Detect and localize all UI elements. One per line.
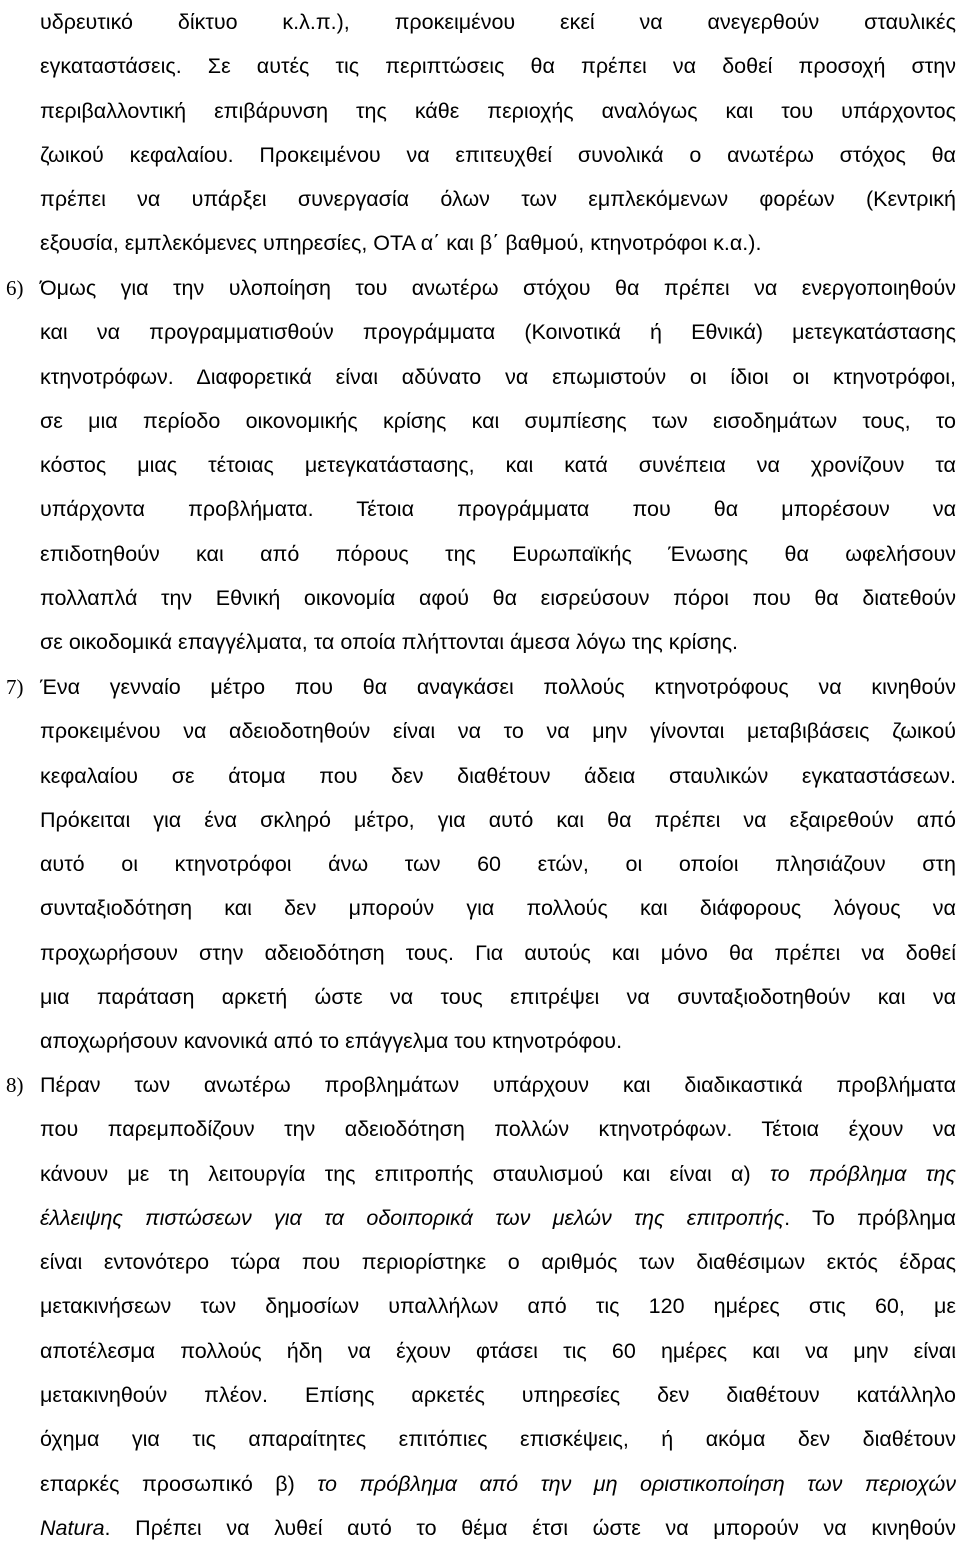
italic-text: το πρόβλημα από την μη οριστικοποίηση των περιοχών xyxy=(317,1471,957,1496)
text-line: αποτέλεσμα πολλούς ήδη να έχουν φτάσει τις 60 ημέρες και να μην είναι xyxy=(40,1338,956,1363)
text-line: περιβαλλοντική επιβάρυνση της κάθε περιοχής αναλόγως και του υπάρχοντος xyxy=(40,98,956,123)
text-line: επιδοτηθούν και από πόρους της Ευρωπαϊκής Ένωσης θα ωφελήσουν xyxy=(40,541,956,566)
text-line: Ένα γενναίο μέτρο που θα αναγκάσει πολλούς κτηνοτρόφους να κινηθούν xyxy=(40,675,956,699)
text-line: μια παράταση αρκετή ώστε να τους επιτρέψει να συνταξιοδοτηθούν και να xyxy=(40,985,956,1010)
text-line: προχωρήσουν στην αδειοδότηση τους. Για αυτούς και μόνο θα πρέπει να δοθεί xyxy=(40,940,956,965)
text-line xyxy=(40,1196,956,1240)
text-segment: κάνουν με τη λειτουργία της επιτροπής σταυλισμού και είναι α) xyxy=(40,1161,770,1186)
text-line: Πρόκειται για ένα σκληρό μέτρο, για αυτό και θα πρέπει να εξαιρεθούν από xyxy=(40,807,956,832)
text-line: είναι εντονότερο τώρα που περιορίστηκε ο αριθμός των διαθέσιμων εκτός έδρας xyxy=(40,1250,956,1275)
text-line: κτηνοτρόφων. Διαφορετικά είναι αδύνατο να επωμιστούν οι ίδιοι οι κτηνοτρόφοι, xyxy=(40,364,956,389)
text-line: όχημα για τις απαραίτητες επιτόπιες επισκέψεις, ή ακόμα δεν διαθέτουν xyxy=(40,1427,956,1452)
italic-text: το πρόβλημα της xyxy=(769,1161,957,1186)
text-line: κεφαλαίου σε άτομα που δεν διαθέτουν άδεια σταυλικών εγκαταστάσεων. xyxy=(40,763,956,788)
text-line: σε οικοδομικά επαγγέλματα, τα οποία πλήττονται άμεσα λόγω της κρίσης. xyxy=(40,630,739,655)
text-line: υπάρχοντα προβλήματα. Τέτοια προγράμματα που θα μπορέσουν να xyxy=(40,497,956,522)
text-line xyxy=(40,1506,956,1550)
item-number: 7) xyxy=(6,675,24,699)
text-line: και να προγραμματισθούν προγράμματα (Κοινοτικά ή Εθνικά) μετεγκατάστασης xyxy=(40,320,956,345)
italic-text: έλλειψης πιστώσεων για τα οδοιπορικά των μελών της επιτροπής xyxy=(40,1205,785,1230)
text-line xyxy=(40,1462,956,1506)
text-line: εγκαταστάσεις. Σε αυτές τις περιπτώσεις θα πρέπει να δοθεί προσοχή στην xyxy=(40,54,956,79)
text-line xyxy=(40,1152,956,1196)
text-segment: . Πρέπει να λυθεί αυτό το θέμα έτσι ώστε να μπορούν να κινηθούν xyxy=(104,1515,956,1540)
text-line: εξουσία, εμπλεκόμενες υπηρεσίες, ΟΤΑ α΄ και β΄ βαθμού, κτηνοτρόφοι κ.α.). xyxy=(40,231,762,256)
text-segment: επαρκές προσωπικό β) xyxy=(40,1471,318,1496)
text-line: πολλαπλά την Εθνική οικονομία αφού θα εισρεύσουν πόροι που θα διατεθούν xyxy=(40,586,956,611)
item-number: 8) xyxy=(6,1073,24,1097)
text-line: Πέραν των ανωτέρω προβλημάτων υπάρχουν και διαδικαστικά προβλήματα xyxy=(40,1073,956,1097)
item-8-paragraph xyxy=(40,1063,956,1550)
text-line: υδρευτικό δίκτυο κ.λ.π.), προκειμένου εκεί να ανεγερθούν σταυλικές xyxy=(40,10,956,34)
text-line: αυτό οι κτηνοτρόφοι άνω των 60 ετών, οι οποίοι πλησιάζουν στη xyxy=(40,852,956,877)
italic-text: Natura xyxy=(40,1515,105,1540)
item-6-paragraph xyxy=(40,266,956,665)
text-line: που παρεμποδίζουν την αδειοδότηση πολλών κτηνοτρόφων. Τέτοια έχουν να xyxy=(40,1117,956,1142)
text-line: ζωικού κεφαλαίου. Προκειμένου να επιτευχθεί συνολικά ο ανωτέρω στόχος θα xyxy=(40,142,956,167)
item-7-paragraph xyxy=(40,665,956,1064)
text-line: συνταξιοδότηση και δεν μπορούν για πολλούς και διάφορους λόγους να xyxy=(40,896,956,921)
intro-paragraph xyxy=(40,0,956,266)
text-line: αποχωρήσουν κανονικά από το επάγγελμα του κτηνοτρόφου. xyxy=(40,1029,623,1054)
text-line: κόστος μιας τέτοιας μετεγκατάστασης, και κατά συνέπεια να χρονίζουν τα xyxy=(40,453,956,478)
text-line: προκειμένου να αδειοδοτηθούν είναι να το να μην γίνονται μεταβιβάσεις ζωικού xyxy=(40,719,956,744)
text-line: μετακινήσεων των δημοσίων υπαλλήλων από τις 120 ημέρες στις 60, με xyxy=(40,1294,956,1319)
text-line: σε μια περίοδο οικονομικής κρίσης και συμπίεσης των εισοδημάτων τους, το xyxy=(40,408,956,433)
item-number: 6) xyxy=(6,276,24,300)
text-line: μετακινηθούν πλέον. Επίσης αρκετές υπηρεσίες δεν διαθέτουν κατάλληλο xyxy=(40,1383,956,1408)
text-segment: . Το πρόβλημα xyxy=(784,1205,956,1230)
text-line: Όμως για την υλοποίηση του ανωτέρω στόχου θα πρέπει να ενεργοποιηθούν xyxy=(40,276,956,300)
text-line: πρέπει να υπάρξει συνεργασία όλων των εμπλεκόμενων φορέων (Κεντρική xyxy=(40,187,956,212)
